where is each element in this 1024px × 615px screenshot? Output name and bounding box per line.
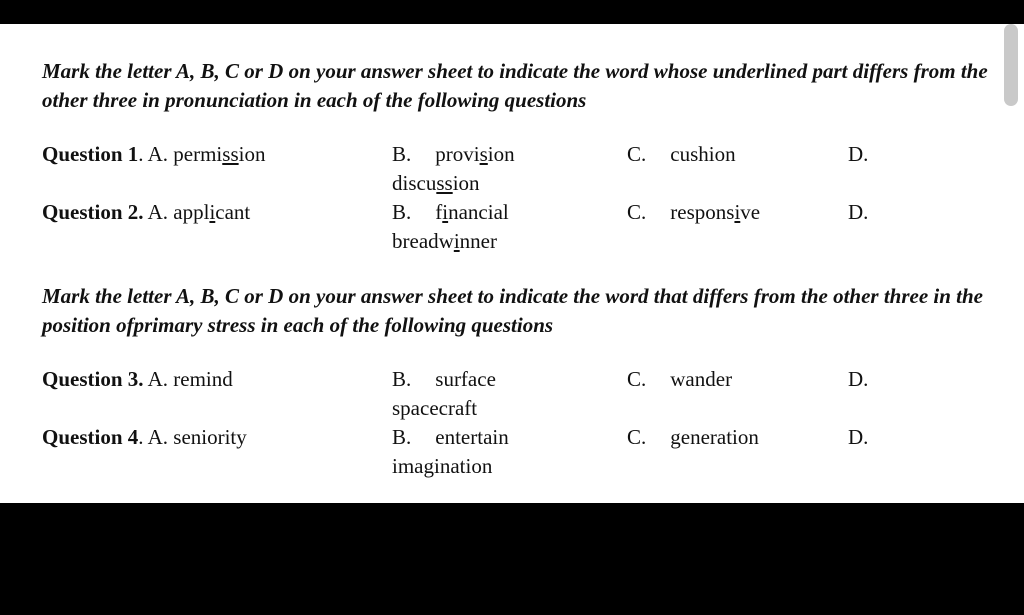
question-3-option-d-word: spacecraft — [392, 396, 478, 420]
underlined-part: i — [734, 200, 741, 224]
question-4-option-a: Question 4. A. seniority — [42, 425, 247, 449]
question-1-option-d-letter: D. — [848, 142, 869, 166]
underlined-part: ss — [222, 142, 239, 166]
question-1-option-d-word: discussion — [392, 171, 480, 195]
question-2-option-b: B. financial — [392, 200, 509, 224]
question-2-option-c: C. responsive — [627, 200, 761, 224]
question-1-option-a: Question 1. A. permission — [42, 142, 266, 166]
question-2-option-d-letter: D. — [848, 200, 869, 224]
instruction-pronunciation: Mark the letter A, B, C or D on your answer sheet to indicate the word whose underlined part differs from the other three in pronunciation in each of the following questions — [42, 59, 988, 112]
question-4-option-b: B. entertain — [392, 425, 509, 449]
question-label: Question 3 — [42, 367, 139, 391]
question-4-option-c: C. generation — [627, 425, 759, 449]
question-3-option-c: C. wander — [627, 367, 733, 391]
question-2-option-a: Question 2. A. applicant — [42, 200, 251, 224]
underlined-part: i — [209, 200, 216, 224]
question-3-option-a: Question 3. A. remind — [42, 367, 233, 391]
underlined-part: i — [442, 200, 449, 224]
question-label: Question 2 — [42, 200, 139, 224]
question-4-option-d-word: imagination — [392, 454, 493, 478]
question-label: Question 1 — [42, 142, 139, 166]
instruction-stress: Mark the letter A, B, C or D on your answer sheet to indicate the word that differs from the other three in the position ofprimary stress in each of the following questions — [42, 284, 984, 337]
question-3-option-b: B. surface — [392, 367, 496, 391]
underlined-part: ss — [436, 171, 453, 195]
underlined-part: s — [479, 142, 488, 166]
scrollbar-thumb[interactable] — [1004, 24, 1018, 106]
question-4-option-d-letter: D. — [848, 425, 869, 449]
question-label: Question 4 — [42, 425, 139, 449]
question-1-option-c: C. cushion — [627, 142, 736, 166]
question-3-option-d-letter: D. — [848, 367, 869, 391]
question-1-option-b: B. provision — [392, 142, 515, 166]
question-2-option-d-word: breadwinner — [392, 229, 497, 253]
underlined-part: i — [453, 229, 460, 253]
